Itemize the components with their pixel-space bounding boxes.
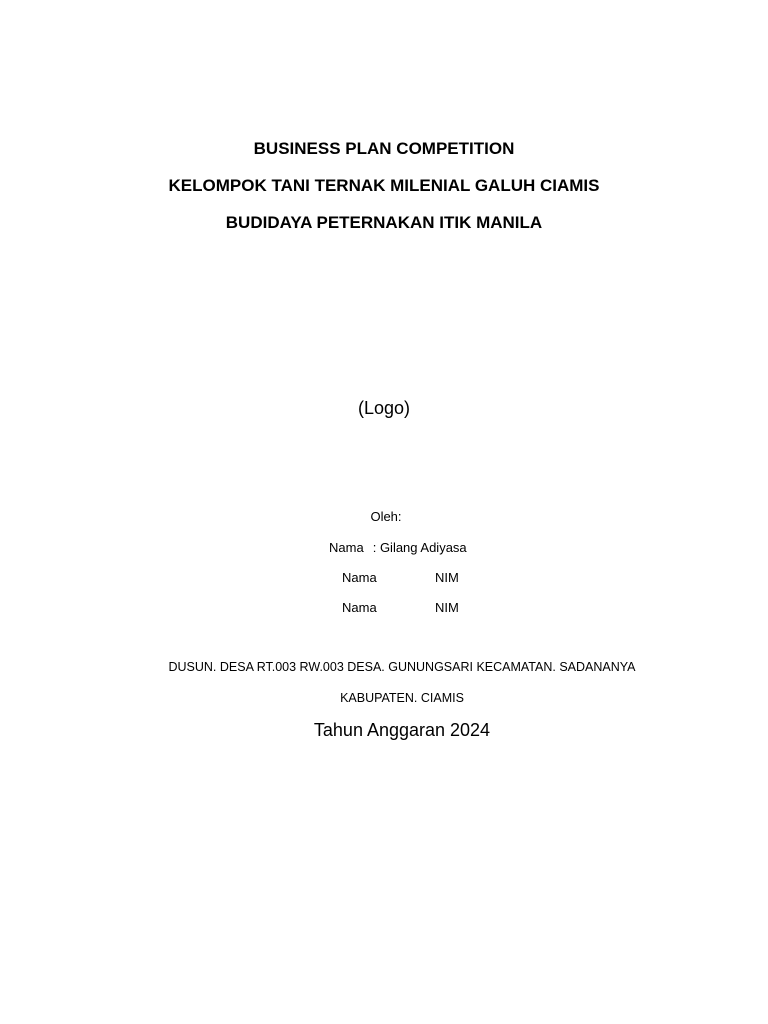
address-line-1: DUSUN. DESA RT.003 RW.003 DESA. GUNUNGSARI KECAMATAN. SADANANYA bbox=[168, 660, 636, 674]
logo-placeholder: (Logo) bbox=[357, 398, 411, 418]
title-competition: BUSINESS PLAN COMPETITION bbox=[253, 139, 515, 158]
address-line-2: KABUPATEN. CIAMIS bbox=[340, 691, 464, 705]
by-label: Oleh: bbox=[370, 509, 402, 524]
title-group: KELOMPOK TANI TERNAK MILENIAL GALUH CIAMIS bbox=[168, 176, 600, 195]
member-2-id-label: NIM bbox=[435, 570, 459, 585]
member-2-label: Nama bbox=[342, 570, 377, 585]
member-3-label: Nama bbox=[342, 600, 377, 615]
title-project: BUDIDAYA PETERNAKAN ITIK MANILA bbox=[225, 213, 543, 232]
member-1-separator: : bbox=[372, 540, 377, 555]
member-row-1 bbox=[329, 540, 467, 555]
member-1-label: Nama bbox=[329, 540, 364, 555]
member-1-name: Gilang Adiyasa bbox=[379, 540, 467, 555]
member-3-id-label: NIM bbox=[435, 600, 459, 615]
fiscal-year: Tahun Anggaran 2024 bbox=[313, 720, 491, 740]
